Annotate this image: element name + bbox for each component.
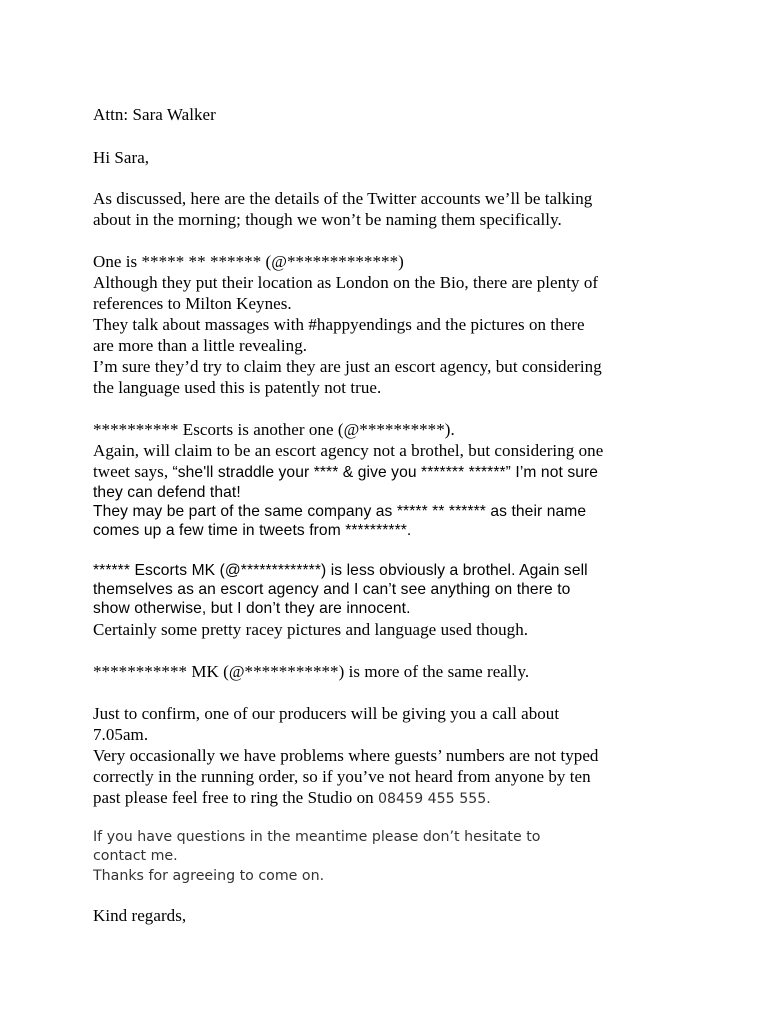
- studio-number: 08459 455 555.: [377, 791, 491, 807]
- studio-prefix: past please feel free to ring the Studio on: [93, 788, 378, 807]
- account1-line-7: the language used this is patently not true.: [93, 378, 382, 397]
- greeting-line: Hi Sara,: [93, 148, 150, 167]
- questions-line-3: Thanks for agreeing to come on.: [93, 868, 325, 884]
- confirm-line-4: correctly in the running order, so if you’ve not heard from anyone by ten: [93, 767, 591, 786]
- intro-line-2: about in the morning; though we won’t be naming them specifically.: [93, 210, 562, 229]
- account2-line-6: comes up a few time in tweets from **********.: [93, 522, 412, 539]
- confirm-line-5: [93, 788, 491, 809]
- account1-line-5: are more than a little revealing.: [93, 336, 308, 355]
- account3-line-2: themselves as an escort agency and I can’t see anything on there to: [93, 581, 571, 598]
- account3-line-4: Certainly some pretty racey pictures and language used though.: [93, 620, 529, 639]
- account2-line-3: [93, 462, 598, 483]
- account1-line-4: They talk about massages with #happyendings and the pictures on there: [93, 315, 585, 334]
- attn-line: Attn: Sara Walker: [93, 105, 216, 124]
- account2-line-5: They may be part of the same company as ***** ** ****** as their name: [93, 503, 587, 520]
- account3-line-3: show otherwise, but I don’t they are innocent.: [93, 600, 411, 617]
- account1-line-2: Although they put their location as London on the Bio, there are plenty of: [93, 273, 599, 292]
- account3-line-1: ****** Escorts MK (@*************) is less obviously a brothel. Again sell: [93, 562, 588, 579]
- intro-line-1: As discussed, here are the details of the Twitter accounts we’ll be talking: [93, 189, 593, 208]
- account1-line-6: I’m sure they’d try to claim they are just an escort agency, but considering: [93, 357, 602, 376]
- account2-line-1: ********** Escorts is another one (@**********).: [93, 420, 455, 439]
- account4-line: *********** MK (@***********) is more of the same really.: [93, 662, 530, 681]
- quote-prefix: tweet says,: [93, 462, 173, 481]
- confirm-line-3: Very occasionally we have problems where guests’ numbers are not typed: [93, 746, 599, 765]
- account2-line-4: they can defend that!: [93, 484, 241, 501]
- confirm-line-2: 7.05am.: [93, 725, 149, 744]
- account1-line-3: references to Milton Keynes.: [93, 294, 292, 313]
- questions-line-2: contact me.: [93, 848, 178, 864]
- confirm-line-1: Just to confirm, one of our producers will be giving you a call about: [93, 704, 560, 723]
- questions-line-1: If you have questions in the meantime please don’t hesitate to: [93, 829, 541, 845]
- account1-line-1: One is ***** ** ****** (@*************): [93, 252, 404, 271]
- signoff-line: Kind regards,: [93, 906, 187, 925]
- tweet-quote: “she'll straddle your **** & give you ******* ******” I’m not sure: [172, 464, 599, 481]
- account2-line-2: Again, will claim to be an escort agency not a brothel, but considering one: [93, 441, 604, 460]
